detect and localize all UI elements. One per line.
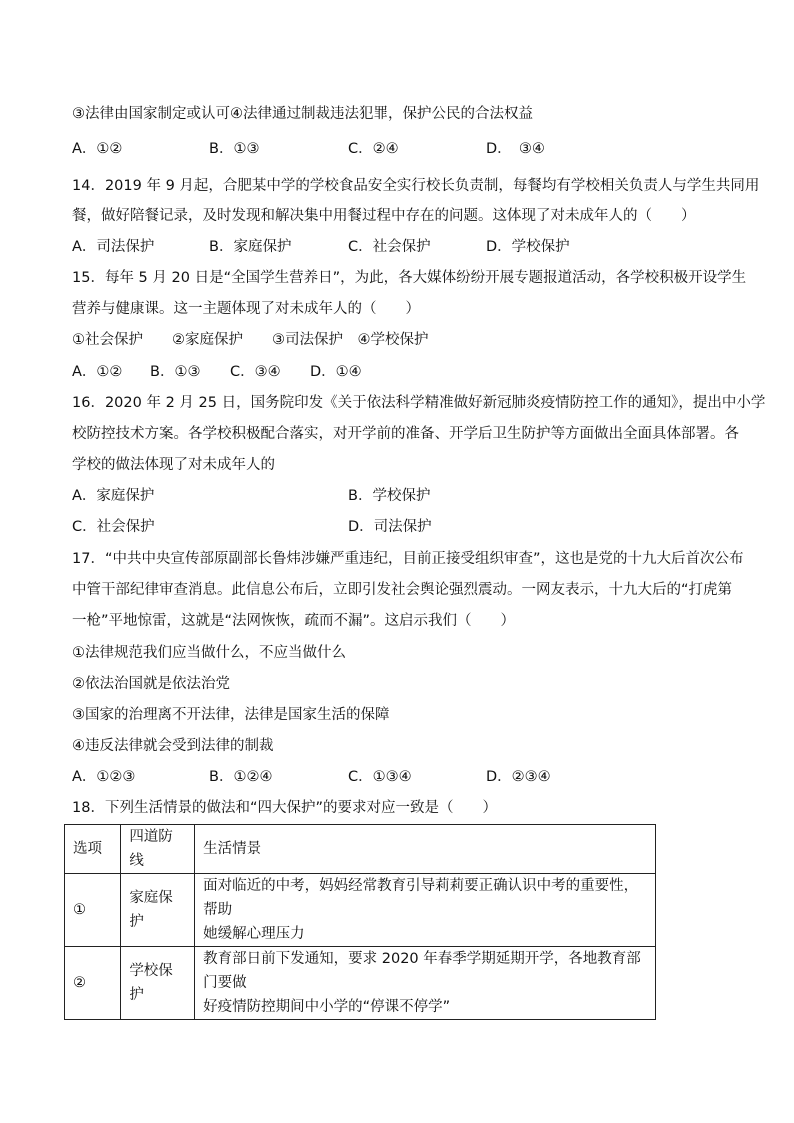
row2-scene — [195, 947, 656, 1020]
q17-item-4: ④违反法律就会受到法律的制裁 — [72, 738, 274, 754]
q17-item-1: ①法律规范我们应当做什么，不应当做什么 — [72, 645, 346, 661]
q16-text-line2: 校防控技术方案。各学校积极配合落实，对开学前的准备、开学后卫生防护等方面做出全面具体部署。各 — [72, 426, 739, 442]
q13-option-c: C．②④ — [348, 141, 399, 157]
q14-option-d: D．学校保护 — [486, 239, 570, 255]
q16-text-line3: 学校的做法体现了对未成年人的 — [72, 457, 275, 473]
q17-item-3: ③国家的治理离不开法律，法律是国家生活的保障 — [72, 707, 390, 723]
q17-option-d: D．②③④ — [486, 769, 551, 785]
q17-text-line2: 中管干部纪律审查消息。此信息公布后，立即引发社会舆论强烈震动。一网友表示，十九大后的“打虎第 — [72, 582, 733, 598]
row1-option: ① — [65, 874, 121, 947]
header-scene: 生活情景 — [195, 825, 656, 874]
q15-items: ①社会保护 ②家庭保护 ③司法保护 ④学校保护 — [72, 332, 429, 348]
q17-option-b: B．①②④ — [209, 769, 273, 785]
q17-text-line3: 一枪”平地惊雷，这就是“法网恢恢，疏而不漏”。这启示我们（ ） — [72, 613, 516, 629]
row1-scene — [195, 874, 656, 947]
q16-option-a: A．家庭保护 — [72, 488, 155, 504]
row1-defense-line: 家庭保护 — [121, 874, 195, 947]
q14-text-line2: 餐，做好陪餐记录，及时发现和解决集中用餐过程中存在的问题。这体现了对未成年人的（ ） — [72, 208, 696, 224]
row2-scene-line2: 好疫情防控期间中小学的“停课不停学” — [203, 999, 451, 1015]
row2-defense-line: 学校保护 — [121, 947, 195, 1020]
q18-scenario-table — [64, 824, 656, 1020]
q14-option-b: B．家庭保护 — [209, 239, 292, 255]
q18-text-line1: 18．下列生活情景的做法和“四大保护”的要求对应一致是（ ） — [72, 800, 497, 816]
header-option: 选项 — [65, 825, 121, 874]
q13-option-b: B．①③ — [209, 141, 260, 157]
row2-option: ② — [65, 947, 121, 1020]
q17-option-c: C．①③④ — [348, 769, 412, 785]
q17-item-2: ②依法治国就是依法治党 — [72, 676, 230, 692]
q17-option-a: A．①②③ — [72, 769, 136, 785]
q15-option-d: D．①④ — [310, 364, 362, 380]
q15-option-b: B．①③ — [150, 364, 201, 380]
q14-option-a: A．司法保护 — [72, 239, 155, 255]
q14-option-c: C．社会保护 — [348, 239, 431, 255]
header-defense-line: 四道防线 — [121, 825, 195, 874]
q17-text-line1: 17．“中共中央宣传部原副部长鲁炜涉嫌严重违纪，目前正接受组织审查”，这也是党的十九大后首次公布 — [72, 551, 744, 567]
q16-text-line1: 16．2020 年 2 月 25 日，国务院印发《关于依法科学精准做好新冠肺炎疫情防控工作的通知》，提出中小学 — [72, 395, 766, 411]
q13-statement: ③法律由国家制定或认可④法律通过制裁违法犯罪，保护公民的合法权益 — [72, 106, 533, 122]
q15-option-a: A．①② — [72, 364, 123, 380]
q13-option-d: D． ③④ — [486, 141, 545, 157]
table-header-row — [65, 825, 656, 874]
q15-option-c: C．③④ — [230, 364, 281, 380]
q16-option-c: C．社会保护 — [72, 519, 155, 535]
row1-scene-line1: 面对临近的中考，妈妈经常教育引导莉莉要正确认识中考的重要性，帮助 — [203, 878, 639, 918]
q16-option-b: B．学校保护 — [348, 488, 431, 504]
q14-text-line1: 14．2019 年 9 月起，合肥某中学的学校食品安全实行校长负责制，每餐均有学校相关负责人与学生共同用 — [72, 178, 760, 194]
q16-option-d: D．司法保护 — [348, 519, 432, 535]
table-row — [65, 874, 656, 947]
row1-scene-line2: 她缓解心理压力 — [203, 926, 305, 942]
q15-text-line2: 营养与健康课。这一主题体现了对未成年人的（ ） — [72, 301, 420, 317]
q15-text-line1: 15．每年 5 月 20 日是“全国学生营养日”，为此，各大媒体纷纷开展专题报道活动，各学校积极开设学生 — [72, 270, 747, 286]
row2-scene-line1: 教育部日前下发通知，要求 2020 年春季学期延期开学，各地教育部门要做 — [203, 951, 641, 991]
table-row — [65, 947, 656, 1020]
q13-option-a: A．①② — [72, 141, 123, 157]
